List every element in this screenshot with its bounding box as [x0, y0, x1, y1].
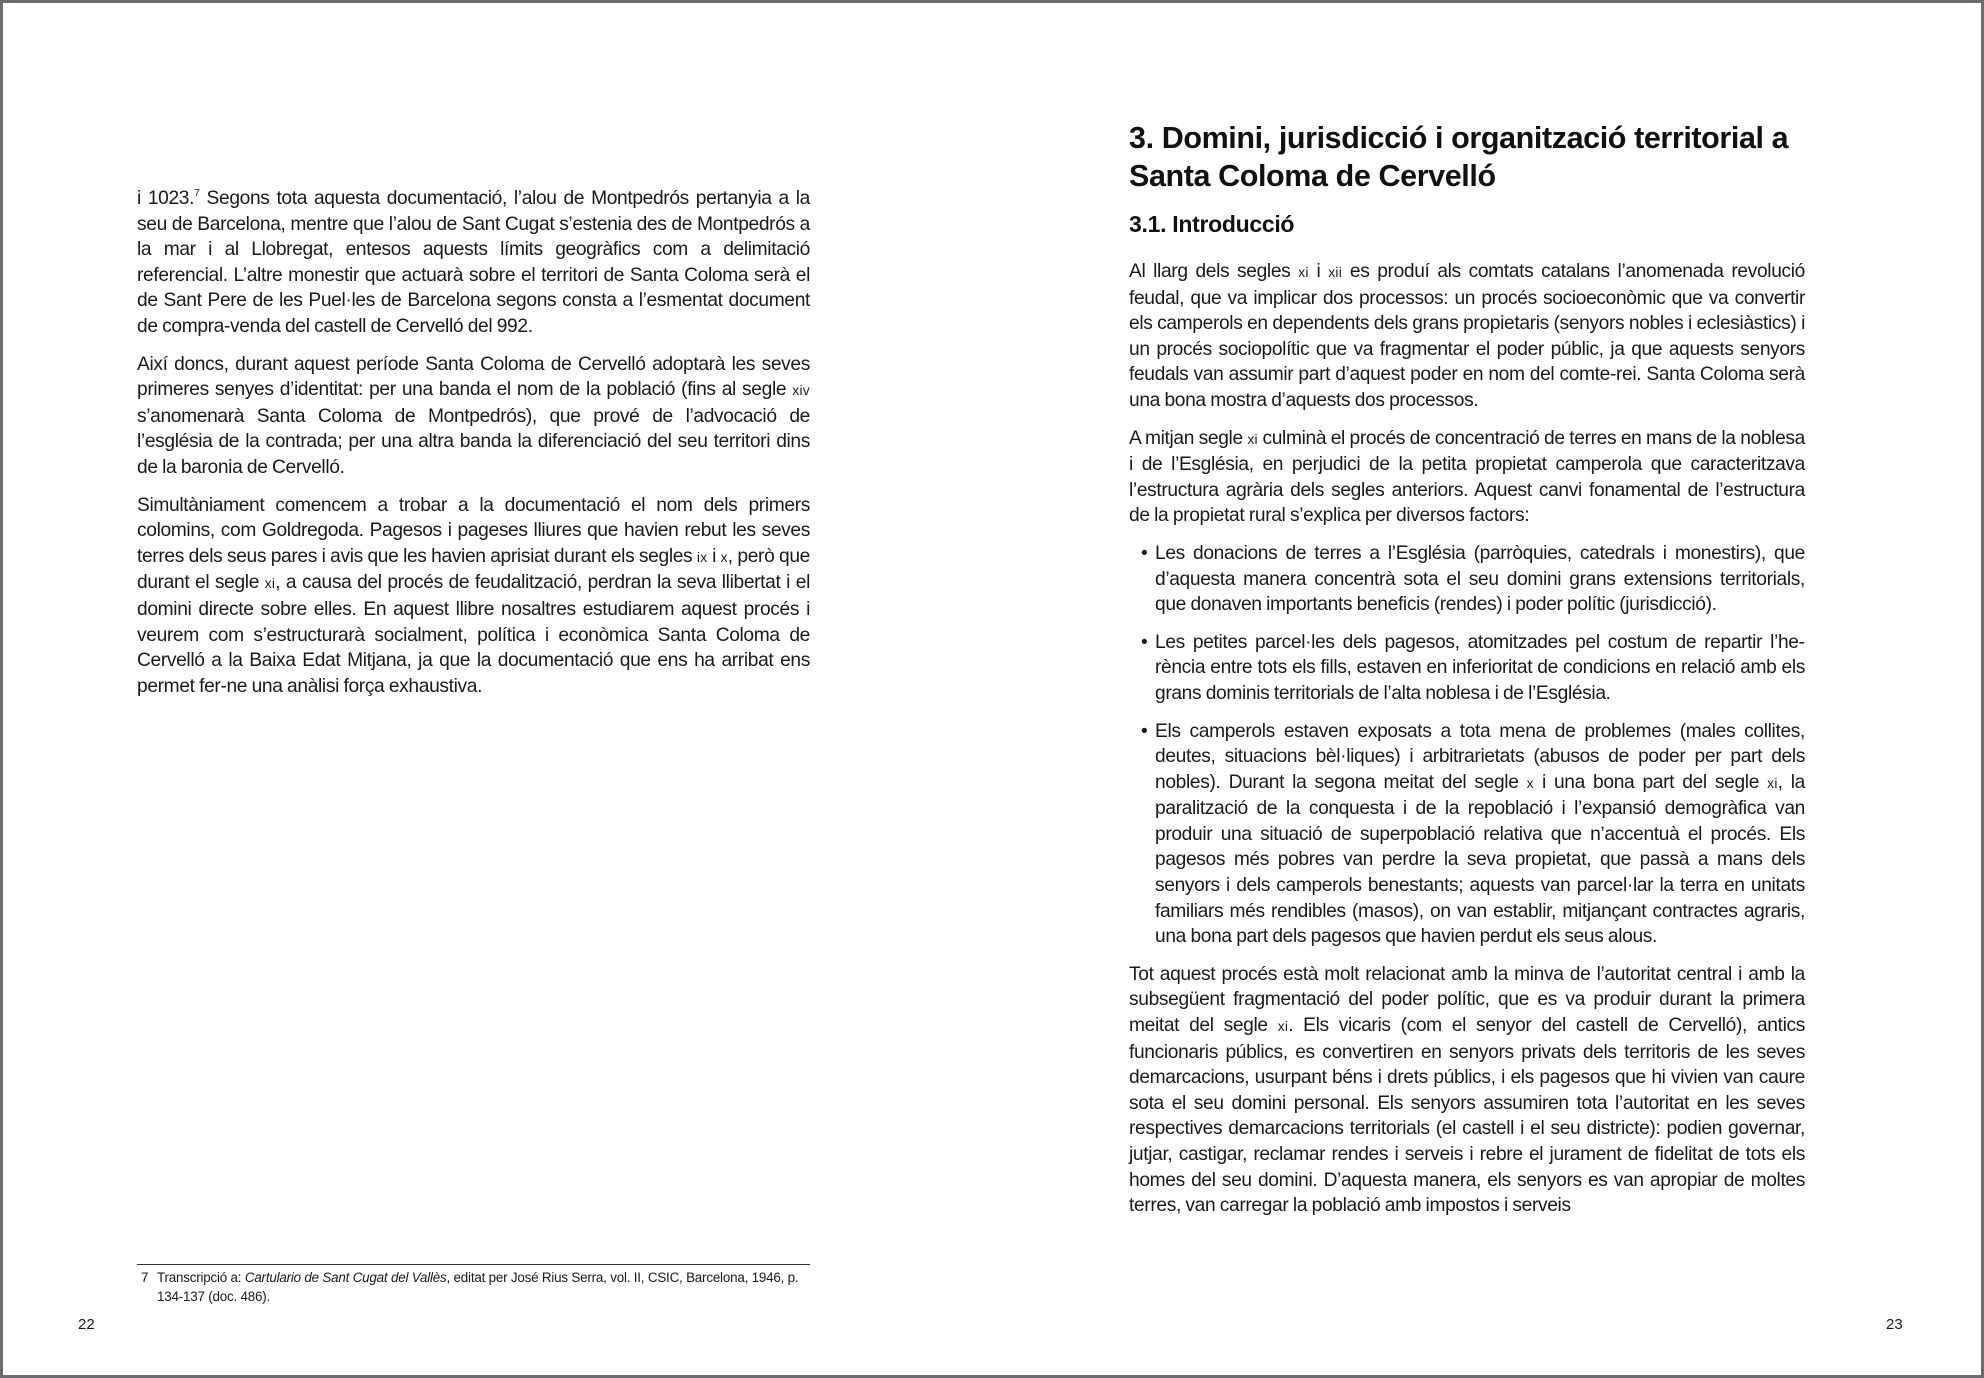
footnote-prefix: Transcripció a:	[157, 1270, 245, 1285]
paragraph: Simultàniament comencem a trobar a la documentació el nom dels primers colomins, com Goldregoda. Pagesos i pageses lliures que havien rebut les seves terres dels seus pares i avis que les havien aprisiat durant els segles ix i x, però que durant el segle xi, a causa del procés de feudalització, perdran la seva llibertat i el domini directe sobre elles. En aquest llibre nosaltres estudiarem aquest procés i veurem com s’estructurarà socialment, política i econòmica Santa Coloma de Cervelló a la Baixa Edat Mitjana, ja que la documentació que ens ha arribat ens permet fer-ne una anàlisi força exhaustiva.	[137, 494, 810, 697]
paragraph: A mitjan segle xi culminà el procés de concentració de terres en mans de la noblesa i de l’Església, en perjudici de la petita propietat camperola que caracteritzava l’estructura agrària dels segles anteriors. Aquest canvi fonamental de l’estructura de la propietat rural s’explica per diversos factors:	[1129, 427, 1805, 527]
bullet-icon: •	[1141, 542, 1148, 564]
list-item-text: Les donacions de terres a l’Església (parròquies, catedrals i monestirs), que d’aquesta manera concentrà sota el seu domini grans extensions territorials, que donaven importants beneficis (rendes) i poder polític (jurisdicció).	[1155, 542, 1805, 616]
list-item-text: Els camperols estaven exposats a tota mena de problemes (males collites, deutes, situacions bèl·liques) i arbitrarietats (abusos de poder per part dels nobles). Durant la segona meitat del segle x i una bona part del segle xi, la paralització de la conquesta i de la repoblació i l’expansió demogràfica van produir una situació de superpoblació relativa que n’accentuà el procés. Els pagesos més pobres van perdre la seva propietat, que passà a mans dels senyors i dels camperols benestants; aquests van parcel·lar la terra en unitats familiars més rendibles (masos), on van establir, mitjançant contractes agraris, una bona part dels pagesos que havien perdut els seus alous.	[1155, 720, 1805, 948]
footnote-cited-title: Cartulario de Sant Cugat del Vallès	[244, 1270, 447, 1285]
list-item	[1129, 719, 1805, 950]
footnote	[137, 1269, 810, 1306]
roman-numeral: x	[1526, 774, 1534, 791]
roman-numeral: xi	[1277, 1018, 1289, 1035]
roman-numeral: xiv	[792, 382, 810, 399]
roman-numeral: x	[720, 548, 728, 565]
roman-numeral: xi	[1767, 774, 1778, 791]
footnote-number: 7	[141, 1270, 149, 1285]
list-item	[1129, 630, 1805, 707]
book-spread	[3, 3, 1981, 1375]
roman-numeral: ix	[696, 548, 708, 565]
list-item-text: Les petites parcel·les dels pagesos, atomitzades pel costum de repartir l’herència entre tots els fills, estaven en inferioritat de condicions en relació amb els grans dominis territorials de l’alta noblesa i de l’Església.	[1155, 631, 1805, 704]
roman-numeral: xi	[1298, 264, 1309, 280]
roman-numeral: xi	[1247, 430, 1258, 447]
footnote-divider	[137, 1264, 810, 1265]
section-title: 3.1. Introducció	[1129, 211, 1295, 237]
right-page-body	[1129, 119, 1805, 1231]
page-number-right: 23	[1886, 1316, 1903, 1333]
section-body	[1129, 259, 1805, 1219]
roman-numeral: xii	[1328, 264, 1343, 280]
paragraph: Tot aquest procés està molt relacionat amb la minva de l’autoritat central i amb la subsegüent fragmentació del poder polític, que es va produir durant la primera meitat del segle xi. Els vicaris (com el senyor del castell de Cervelló), antics funcionaris públics, es convertiren en senyors privats dels territoris de les seves demarcacions, usurpant béns i drets públics, i els pagesos que hi vivien van caure sota el seu domini personal. Els senyors assumiren tota l’autoritat en les seves respectives demarcacions territorials (el castell i el seu districte): podien governar, jutjar, castigar, reclamar rendes i serveis i rebre el jurament de fidelitat de tots els homes del seu domini. D’aquesta manera, els senyors es van apropiar de moltes terres, van carregar la població amb impostos i serveis	[1129, 963, 1805, 1217]
paragraph: Al llarg dels segles xi i xii es produí als comtats catalans l’anomenada revolució feudal, que va implicar dos processos: un procés socioeconòmic que va convertir els camperols en dependents dels grans propietaris (senyors nobles i eclesiàstics) i un procés sociopolític que va fragmentar el poder públic, ja que aquests senyors feudals van assumir part d’aquest poder en nom del comte-rei. Santa Coloma serà una bona mostra d’aquests dos processos.	[1129, 261, 1806, 411]
chapter-title: 3. Domini, jurisdicció i organització territorial a Santa Coloma de Cervelló	[1129, 121, 1789, 193]
list-item	[1129, 541, 1805, 618]
bullet-icon: •	[1141, 631, 1148, 653]
left-page-body	[137, 186, 810, 711]
roman-numeral: xi	[264, 575, 276, 592]
factors-list	[1129, 541, 1805, 950]
footnote-text	[137, 1269, 810, 1306]
paragraph: Així doncs, durant aquest període Santa Coloma de Cervelló adoptarà les seves primeres senyes d’identitat: per una banda el nom de la població (fins al segle xiv s’anomenarà Santa Coloma de Montpedrós), que prové de l’advocació de l’església de la contrada; per una altra banda la diferenciació del seu territori dins de la baronia de Cervelló.	[137, 353, 810, 478]
bullet-icon: •	[1141, 720, 1148, 742]
footnote-reference: 7	[194, 187, 200, 200]
paragraph: i 1023.$^7$ Segons tota aquesta documentació, l’alou de Montpedrós pertanyia a la seu de Barcelona, mentre que l’alou de Sant Cugat s’estenia des de Montpedrós a la mar i al Llobregat, entesos aquests límits geogràfics com a delimitació referencial. L’altre monestir que actuarà sobre el territori de Santa Coloma serà el de Sant Pere de les Puel·les de Barcelona segons consta a l’esmentat document de compra-venda del castell de Cervelló del 992.	[137, 187, 810, 337]
page-number-left: 22	[78, 1316, 95, 1333]
footnote-suffix: , editat per José Rius Serra, vol. II, CSIC, Barcelona, 1946, p. 134-137 (doc. 486).	[157, 1270, 799, 1304]
left-page	[3, 3, 992, 1375]
